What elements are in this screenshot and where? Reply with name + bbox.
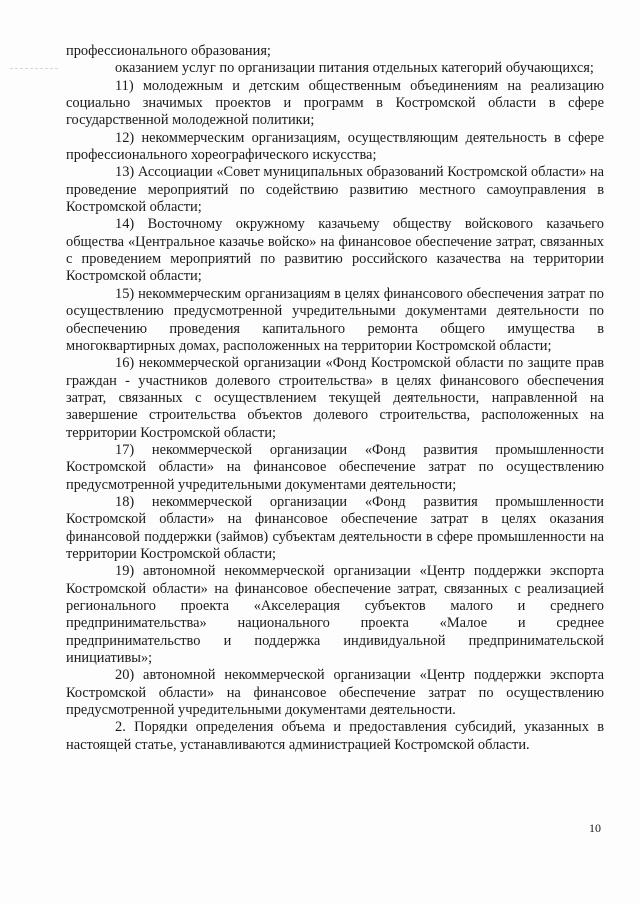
paragraph-item-14: 14) Восточному окружному казачьему обществу войскового казачьего общества «Центральное казачье войско» на финансовое обеспечение затрат, связанных с проведением мероприятий по развитию российского казачества на территории Костромской области; xyxy=(66,216,604,285)
paragraph-item-20: 20) автономной некоммерческой организации «Центр поддержки экспорта Костромской области» на финансовое обеспечение затрат по осуществлению предусмотренной учредительными документами деятельности. xyxy=(66,667,604,719)
page-number: 10 xyxy=(589,821,601,835)
paragraph-item-11: 11) молодежным и детским общественным объединениям на реализацию социально значимых проектов и программ в Костромской области в сфере государственной молодежной политики; xyxy=(66,77,604,129)
paragraph-item-18: 18) некоммерческой организации «Фонд развития промышленности Костромской области» на финансовое обеспечение затрат в целях оказания финансовой поддержки (займов) субъектам деятельности в сфере промышленности на территории Костромской области; xyxy=(66,493,604,562)
paragraph-item-15: 15) некоммерческим организациям в целях финансового обеспечения затрат по осуществлению предусмотренной учредительными документами деятельности по обеспечению проведения капитального ремонта общего имущества в многоквартирных домах, расположенных на территории Костромской области; xyxy=(66,285,604,354)
document-body xyxy=(66,43,604,754)
paragraph-item-16: 16) некоммерческой организации «Фонд Костромской области по защите прав граждан - участников долевого строительства» в целях финансового обеспечения затрат, связанных с осуществлением текущей деятельности, направленной на завершение строительства объектов долевого строительства, расположенных на территории Костромской области; xyxy=(66,355,604,441)
paragraph-item-17: 17) некоммерческой организации «Фонд развития промышленности Костромской области» на финансовое обеспечение затрат по осуществлению предусмотренной учредительными документами деятельности; xyxy=(66,441,604,493)
paragraph-item-19: 19) автономной некоммерческой организации «Центр поддержки экспорта Костромской области» на финансовое обеспечение затрат, связанных с реализацией регионального проекта «Акселерация субъектов малого и среднего предпринимательства» национального проекта «Малое и среднее предпринимательство и поддержка индивидуальной предпринимательской инициативы»; xyxy=(66,563,604,667)
paragraph-item-13: 13) Ассоциации «Совет муниципальных образований Костромской области» на проведение мероприятий по содействию развитию местного самоуправления в Костромской области; xyxy=(66,164,604,216)
paragraph-section-2: 2. Порядки определения объема и предоставления субсидий, указанных в настоящей статье, устанавливаются администрацией Костромской области. xyxy=(66,719,604,753)
paragraph-continuation: профессионального образования; xyxy=(66,43,271,59)
scan-artifact xyxy=(10,68,58,70)
paragraph-item-12: 12) некоммерческим организациям, осуществляющим деятельность в сфере профессионального хореографического искусства; xyxy=(66,129,604,164)
paragraph-food-services: оказанием услуг по организации питания отдельных категорий обучающихся; xyxy=(115,60,594,77)
